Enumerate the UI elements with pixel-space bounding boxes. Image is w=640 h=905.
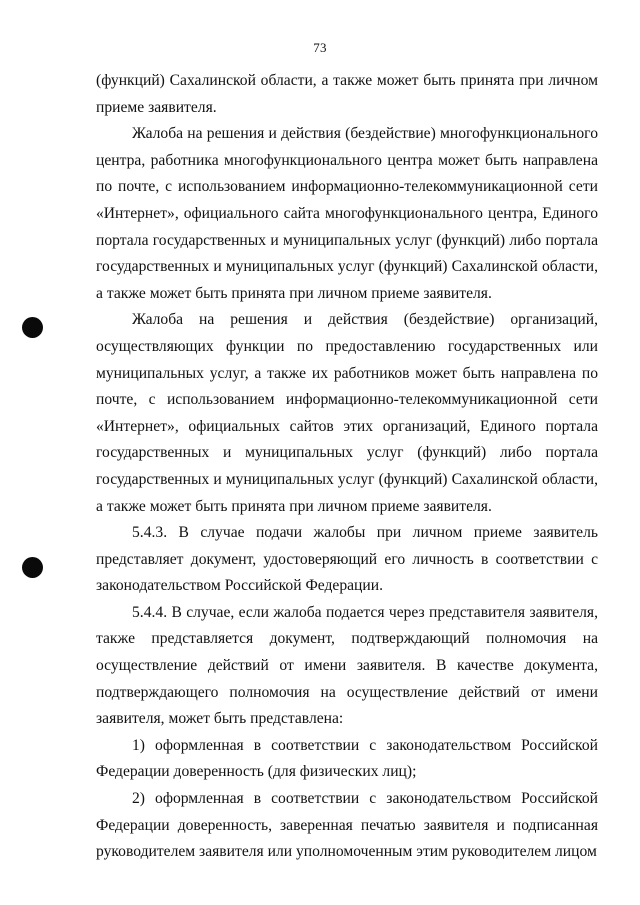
paragraph-mfc-complaint: Жалоба на решения и действия (бездействие) многофункционального центра, работника многофункционального центра может быть направлена по почте, с использованием информационно-телекоммуникационной сети «Интернет», официального сайта многофункционального центра, Единого портала государственных и муниципальных услуг (функций) либо портала государственных и муниципальных услуг (функций) Сахалинской области, а также может быть принята при личном приеме заявителя. bbox=[96, 125, 598, 302]
binder-hole-mark bbox=[22, 317, 43, 338]
paragraph-organizations-complaint: Жалоба на решения и действия (бездействие) организаций, осуществляющих функции по предоставлению государственных или муниципальных услуг, а также их работников может быть направлена по почте, с использованием информационно-телекоммуникационной сети «Интернет», официальных сайтов этих организаций, Единого портала государственных и муниципальных услуг (функций) либо портала государственных и муниципальных услуг (функций) Сахалинской области, а также может быть принята при личном приеме заявителя. bbox=[96, 311, 598, 515]
paragraph-clause-5-4-3: 5.4.3. В случае подачи жалобы при личном приеме заявитель представляет документ, удостоверяющий его личность в соответствии с законодательством Российской Федерации. bbox=[96, 524, 598, 595]
paragraph-continuation: (функций) Сахалинской области, а также может быть принята при личном приеме заявителя. bbox=[96, 72, 598, 116]
page-number: 73 bbox=[313, 40, 327, 55]
document-body bbox=[96, 68, 598, 866]
list-item-1: 1) оформленная в соответствии с законодательством Российской Федерации доверенность (для физических лиц); bbox=[96, 736, 598, 781]
paragraph-clause-5-4-4: 5.4.4. В случае, если жалоба подается через представителя заявителя, также представляется документ, подтверждающий полномочия на осуществление действий от имени заявителя. В качестве документа, подтверждающего полномочия на осуществление действий от имени заявителя, может быть представлена: bbox=[96, 603, 598, 728]
binder-hole-mark bbox=[22, 557, 43, 578]
list-item-2: 2) оформленная в соответствии с законодательством Российской Федерации доверенность, заверенная печатью заявителя и подписанная руководителем заявителя или уполномоченным этим руководителем лицом bbox=[96, 790, 598, 861]
